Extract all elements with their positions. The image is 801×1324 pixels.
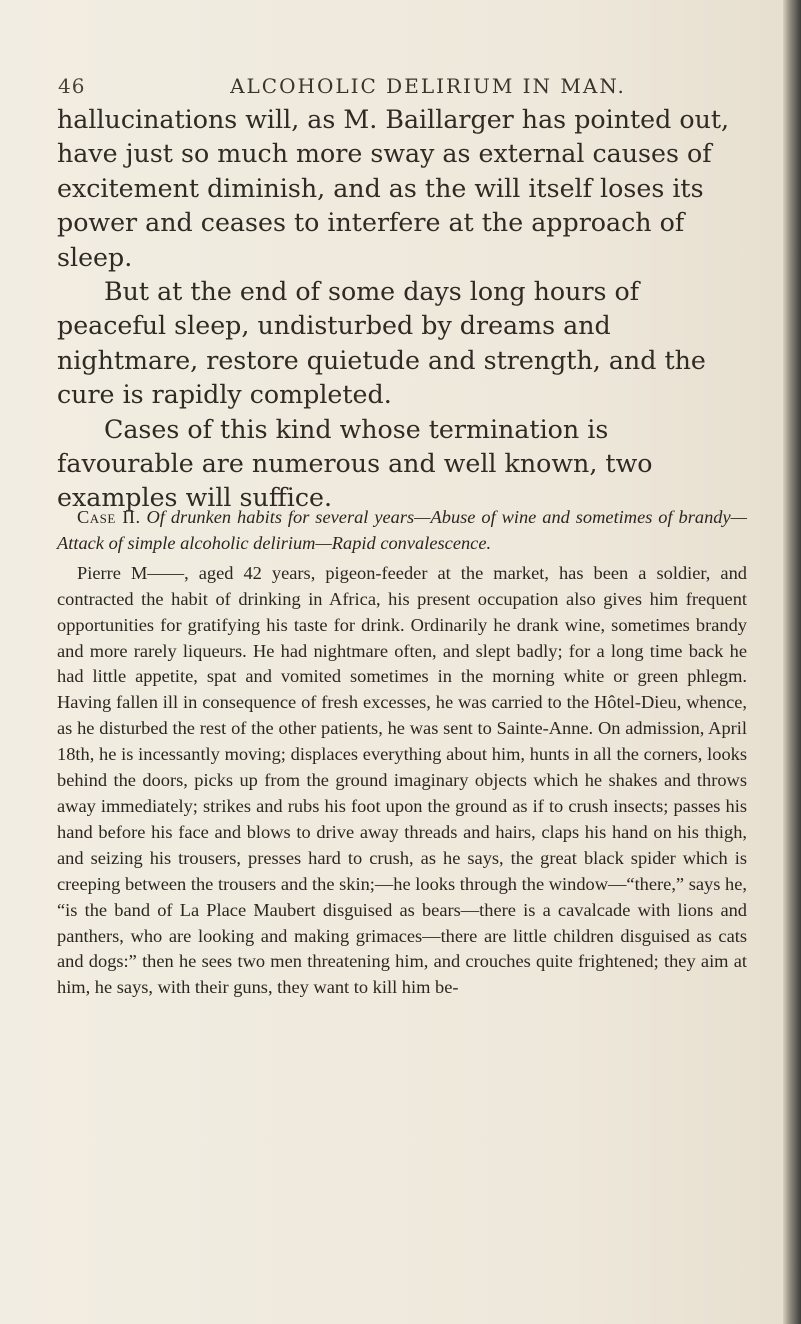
page-number: 46: [58, 74, 86, 98]
case-report: [57, 505, 747, 1001]
paragraph-continuation: hallucinations will, as M. Baillarger has pointed out, have just so much more sway as external causes of excitement diminish, and as the will itself loses its power and ceases to interfere at the approach of sleep.: [57, 105, 730, 272]
paragraph-cases: Cases of this kind whose termination is favourable are numerous and well known, two examples will suffice.: [57, 414, 653, 513]
case-label: Case II.: [77, 507, 141, 527]
running-head: ALCOHOLIC DELIRIUM IN MAN.: [230, 74, 626, 98]
page-header: [58, 74, 738, 100]
case-heading: [57, 505, 747, 557]
main-text: [57, 103, 745, 516]
case-title: Of drunken habits for several years—Abuse of wine and sometimes of brandy—Attack of simple alcoholic delirium—Rapid convalescence.: [57, 507, 747, 553]
page-edge-shadow: [783, 0, 801, 1324]
paragraph-cure: But at the end of some days long hours of peaceful sleep, undisturbed by dreams and nightmare, restore quietude and strength, and the cure is rapidly completed.: [57, 277, 706, 410]
case-body: Pierre M——, aged 42 years, pigeon-feeder at the market, has been a soldier, and contracted the habit of drinking in Africa, his present occupation also gives him frequent opportunities for gratifying his taste for drink. Ordinarily he drank wine, sometimes brandy and more rarely liqueurs. He had nightmare often, and slept badly; for a long time back he had little appetite, spat and vomited sometimes in the morning white or green phlegm. Having fallen ill in consequence of fresh excesses, he was carried to the Hôtel-Dieu, whence, as he disturbed the rest of the other patients, he was sent to Sainte-Anne. On admission, April 18th, he is incessantly moving; displaces everything about him, hunts in all the corners, looks behind the doors, picks up from the ground imaginary objects which he shakes and throws away immediately; strikes and rubs his foot upon the ground as if to crush insects; passes his hand before his face and blows to drive away threads and hairs, claps his hand on his thigh, and seizing his trousers, presses hard to crush, as he says, the great black spider which is creeping between the trousers and the skin;—he looks through the window—“there,” says he, “is the band of La Place Maubert disguised as bears—there is a cavalcade with lions and panthers, who are looking and making grimaces—there are little children disguised as cats and dogs:” then he sees two men threatening him, and crouches quite frightened; they aim at him, he says, with their guns, they want to kill him be-: [57, 562, 747, 998]
